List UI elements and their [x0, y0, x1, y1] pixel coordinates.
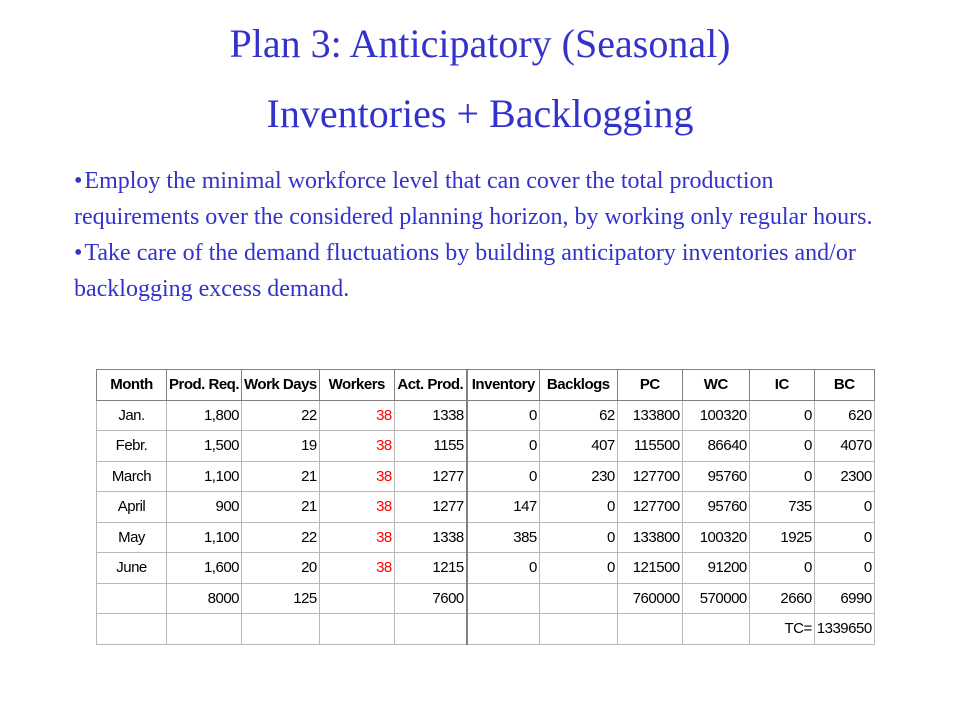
table-cell: 20: [242, 553, 320, 584]
total-cost-row: [97, 614, 875, 645]
empty-cell: [617, 614, 682, 645]
table-cell: 1,800: [167, 400, 242, 431]
table-cell: 0: [539, 553, 617, 584]
table-cell: 21: [242, 461, 320, 492]
header-cell: Prod. Req.: [167, 370, 242, 401]
bullet-symbol: •: [74, 240, 83, 266]
header-cell: Work Days: [242, 370, 320, 401]
table-row: [97, 461, 875, 492]
table-cell: 22: [242, 400, 320, 431]
bullet-symbol: •: [74, 168, 83, 194]
table-cell: March: [97, 461, 167, 492]
totals-cell: [319, 583, 394, 614]
totals-cell: 6990: [814, 583, 874, 614]
table-cell: 0: [749, 400, 814, 431]
table-cell: 385: [467, 522, 540, 553]
bullet-item-2: [74, 235, 904, 307]
table-cell: 1338: [394, 400, 467, 431]
table-cell: 121500: [617, 553, 682, 584]
header-cell: Month: [97, 370, 167, 401]
table-row: [97, 522, 875, 553]
slide-title-line2: Inventories + Backlogging: [266, 91, 694, 136]
table-cell: 0: [467, 461, 540, 492]
header-cell: WC: [682, 370, 749, 401]
table-cell: 0: [749, 431, 814, 462]
empty-cell: [682, 614, 749, 645]
table-cell: 133800: [617, 522, 682, 553]
table-cell: 1277: [394, 492, 467, 523]
table-cell: 0: [467, 400, 540, 431]
table-cell: 147: [467, 492, 540, 523]
bullet-text-1: Employ the minimal workforce level that can cover the total production requirements over the considered planning horizon, by working only regular hours.: [74, 168, 873, 230]
table-cell: 230: [539, 461, 617, 492]
table-cell: 21: [242, 492, 320, 523]
table-cell: May: [97, 522, 167, 553]
table-cell: 0: [749, 553, 814, 584]
table-cell: 900: [167, 492, 242, 523]
empty-cell: [467, 614, 540, 645]
table-cell: 133800: [617, 400, 682, 431]
empty-cell: [539, 614, 617, 645]
table-cell: 735: [749, 492, 814, 523]
table-header-row: [97, 370, 875, 401]
header-cell: PC: [617, 370, 682, 401]
plan-table: [96, 369, 875, 645]
table-cell: 1,100: [167, 522, 242, 553]
empty-cell: [319, 614, 394, 645]
table-cell: 0: [467, 431, 540, 462]
table-cell: 62: [539, 400, 617, 431]
table-cell: 100320: [682, 522, 749, 553]
table-cell: 38: [319, 431, 394, 462]
table-cell: 38: [319, 522, 394, 553]
table-cell: 2300: [814, 461, 874, 492]
totals-cell: [539, 583, 617, 614]
totals-cell: 125: [242, 583, 320, 614]
table-cell: 95760: [682, 492, 749, 523]
header-cell: Act. Prod.: [394, 370, 467, 401]
header-cell: Backlogs: [539, 370, 617, 401]
totals-cell: [467, 583, 540, 614]
table-cell: 22: [242, 522, 320, 553]
table-row: [97, 492, 875, 523]
table-row: [97, 431, 875, 462]
table-cell: 407: [539, 431, 617, 462]
table-row: [97, 553, 875, 584]
table-cell: 0: [539, 492, 617, 523]
slide-title-line1: Plan 3: Anticipatory (Seasonal): [229, 21, 731, 66]
table-cell: 1,500: [167, 431, 242, 462]
empty-cell: [242, 614, 320, 645]
table-cell: 1338: [394, 522, 467, 553]
table-cell: 0: [814, 553, 874, 584]
table-cell: 38: [319, 492, 394, 523]
bullet-item-1: [74, 163, 904, 235]
empty-cell: [97, 614, 167, 645]
totals-cell: 8000: [167, 583, 242, 614]
table-cell: 86640: [682, 431, 749, 462]
tc-label: TC=: [749, 614, 814, 645]
totals-cell: 7600: [394, 583, 467, 614]
table-cell: 1215: [394, 553, 467, 584]
bullet-list: [74, 163, 904, 307]
table-cell: June: [97, 553, 167, 584]
empty-cell: [394, 614, 467, 645]
table-cell: 1155: [394, 431, 467, 462]
totals-cell: 2660: [749, 583, 814, 614]
totals-cell: [97, 583, 167, 614]
table-cell: 100320: [682, 400, 749, 431]
table-row: [97, 400, 875, 431]
table-cell: 91200: [682, 553, 749, 584]
header-cell: Inventory: [467, 370, 540, 401]
plan-table-container: [96, 369, 875, 645]
header-cell: Workers: [319, 370, 394, 401]
table-cell: Febr.: [97, 431, 167, 462]
table-cell: 38: [319, 400, 394, 431]
table-cell: 1277: [394, 461, 467, 492]
tc-value: 1339650: [814, 614, 874, 645]
table-cell: 95760: [682, 461, 749, 492]
table-cell: 0: [467, 553, 540, 584]
table-cell: 127700: [617, 492, 682, 523]
table-cell: 1,100: [167, 461, 242, 492]
table-cell: 115500: [617, 431, 682, 462]
table-cell: 38: [319, 553, 394, 584]
table-cell: 0: [749, 461, 814, 492]
totals-cell: 570000: [682, 583, 749, 614]
table-cell: 4070: [814, 431, 874, 462]
table-cell: 1925: [749, 522, 814, 553]
table-cell: 127700: [617, 461, 682, 492]
table-cell: 1,600: [167, 553, 242, 584]
table-cell: April: [97, 492, 167, 523]
bullet-text-2: Take care of the demand fluctuations by building anticipatory inventories and/or backlogging excess demand.: [74, 240, 856, 302]
table-cell: 0: [539, 522, 617, 553]
table-cell: 0: [814, 492, 874, 523]
table-cell: 620: [814, 400, 874, 431]
table-cell: 19: [242, 431, 320, 462]
header-cell: BC: [814, 370, 874, 401]
table-cell: Jan.: [97, 400, 167, 431]
empty-cell: [167, 614, 242, 645]
totals-cell: 760000: [617, 583, 682, 614]
table-cell: 38: [319, 461, 394, 492]
table-cell: 0: [814, 522, 874, 553]
totals-row: [97, 583, 875, 614]
header-cell: IC: [749, 370, 814, 401]
